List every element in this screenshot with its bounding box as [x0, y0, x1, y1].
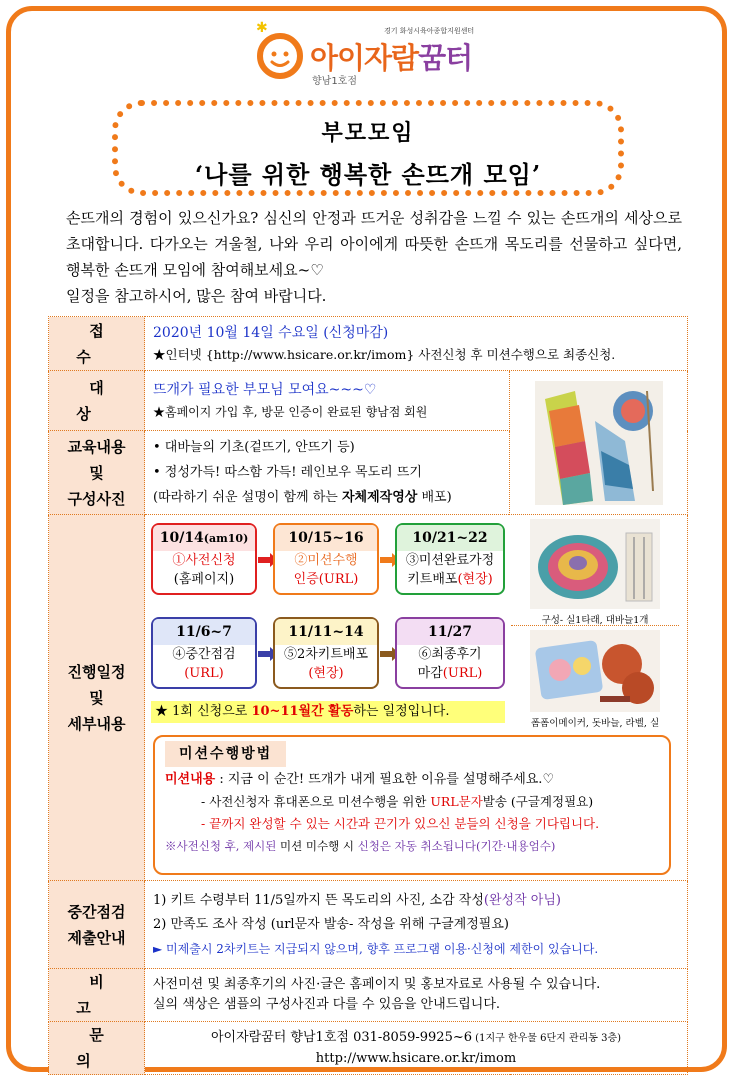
reception-date: 2020년 10월 14일 수요일 (신청마감) — [153, 324, 389, 341]
intro-closing: 일정을 참고하시어, 많은 참여 바랍니다. — [66, 287, 327, 305]
label-reception — [49, 317, 145, 371]
label-remarks — [49, 969, 145, 1022]
mission-line2-pre: - 사전신청자 휴대폰으로 미션수행을 위한 — [201, 794, 431, 809]
logo-name-part2: 꿈터 — [418, 41, 473, 75]
step-2-line1 — [275, 551, 377, 570]
step-3-date: 10/21~22 — [397, 525, 503, 551]
photo-kit2-caption: 폼폼이메이커, 돗바늘, 라벨, 실 — [530, 718, 660, 729]
schedule-note-red: 10~11월간 활동 — [251, 704, 354, 719]
intro-paragraph: 손뜨개의 경험이 있으신가요? 심신의 안정과 뜨거운 성취감을 느낄 수 있는 손뜨개의 세상으로 초대합니다. 다가오는 겨울철, 나와 우리 아이에게 따뜻한 손뜨개 목도리를 선물하고 싶다면, 행복한 손뜨개 모임에 참여해보세요~♡ — [66, 209, 682, 279]
mission-title: 미션수행방법 — [165, 741, 286, 767]
step-2-line2: 인증(URL) — [293, 572, 359, 587]
row-target — [49, 371, 688, 431]
photo-kit2 — [511, 625, 679, 729]
label-inquiry — [49, 1022, 145, 1075]
mission-line2-red: URL문자 — [430, 794, 483, 809]
step-6-line2b: (URL) — [442, 666, 483, 681]
logo-name — [310, 36, 472, 77]
label-midcheck-1: 중간점검 — [67, 902, 126, 921]
content-item-3-pre: (따라하기 쉬운 설명이 함께 하는 — [153, 490, 342, 505]
step-2 — [273, 523, 379, 595]
label-inquiry-text: 문의 — [76, 1026, 130, 1070]
schedule-content — [145, 515, 688, 881]
step-1-date — [153, 525, 255, 551]
label-content-3: 구성사진 — [67, 489, 126, 508]
step-6-line1: ⑥최종후기 — [418, 647, 482, 662]
scarf-photo — [535, 381, 663, 505]
reception-note: ★인터넷 {http://www.hsicare.or.kr/imom} 사전신청 후 미션수행으로 최종신청. — [153, 346, 616, 362]
label-target-text: 대상 — [76, 378, 130, 423]
photo-kit1 — [511, 515, 679, 626]
reception-content — [145, 317, 688, 371]
logo-branch: 향남1호점 — [312, 76, 358, 87]
step-1-line1 — [153, 551, 255, 570]
step-5-line2: (현장) — [308, 666, 344, 681]
label-midcheck-2: 제출안내 — [67, 928, 126, 947]
mission-box — [153, 735, 671, 875]
content-item-1: • 대바늘의 기초(겉뜨기, 안뜨기 등) — [153, 440, 355, 455]
label-target — [49, 371, 145, 431]
step-6-line2a: 마감 — [417, 666, 443, 681]
step-5 — [273, 617, 379, 689]
midcheck-line1-pre: 1) 키트 수령부터 11/5일까지 뜬 목도리의 사진, 소감 작성 — [153, 892, 484, 908]
label-reception-text: 접수 — [76, 321, 130, 366]
step-4-line2: (URL) — [184, 666, 224, 681]
row-remarks — [49, 969, 688, 1022]
label-content-2: 및 — [89, 463, 104, 482]
target-line1: 뜨개가 필요한 부모님 모여요~~~♡ — [153, 381, 377, 398]
content-item-3-post: 배포) — [417, 490, 452, 505]
label-schedule-3: 세부내용 — [67, 714, 126, 733]
mission-line4-pre: ※사전신청 후, 제시된 — [165, 839, 280, 853]
step-1-line2: (홈페이지) — [173, 572, 235, 587]
photo-scarf — [510, 371, 688, 515]
label-content — [49, 431, 145, 515]
step-1-title: ①사전신청 — [172, 553, 236, 568]
mission-line1-text: : 지금 이 순간! 뜨개가 내게 필요한 이유를 설명해주세요.♡ — [215, 772, 555, 787]
midcheck-line3: ► 미제출시 2차키트는 지급되지 않으며, 향후 프로그램 이용·신청에 제한이 있습니다. — [153, 941, 599, 956]
step-2-title: ②미션수행 — [294, 553, 358, 568]
midcheck-line2: 2) 만족도 조사 작성 (url문자 발송- 작성을 위해 구글계정필요) — [153, 916, 509, 932]
remarks-content — [145, 969, 688, 1022]
content-list — [145, 431, 510, 515]
inquiry-address: (1지구 한우물 6단지 관리동 3층) — [472, 1032, 622, 1044]
photo-kit1-caption: 구성- 실1타래, 대바늘1개 — [541, 615, 649, 626]
mission-line2-post: 발송 (구글계정필요) — [482, 794, 594, 809]
step-5-line1: ⑤2차키트배포 — [283, 647, 369, 662]
star-icon: ✱ — [256, 20, 268, 36]
content-item-3-highlight: 자체제작영상 — [342, 490, 418, 505]
inquiry-url[interactable]: http://www.hsicare.or.kr/imom — [315, 1050, 517, 1066]
remarks-line2: 실의 색상은 샘플의 구성사진과 다를 수 있음을 안내드립니다. — [153, 997, 501, 1012]
mission-line4-post: 신청은 자동 취소됩니다(기간·내용엄수) — [353, 839, 556, 853]
schedule-note-pre: ★ 1회 신청으로 — [155, 704, 252, 719]
step-5-date: 11/11~14 — [275, 619, 377, 645]
schedule-note — [151, 701, 505, 723]
kit-photo — [530, 630, 660, 712]
content-item-3 — [153, 485, 501, 510]
step-3-line1: ③미션완료가정 — [405, 553, 495, 568]
content-item-2: • 정성가득! 따스함 가득! 레인보우 목도리 뜨기 — [153, 465, 422, 480]
label-schedule — [49, 515, 145, 881]
step-6-line2 — [397, 664, 503, 683]
row-midcheck — [49, 881, 688, 969]
mission-line1 — [165, 769, 659, 791]
label-schedule-2: 및 — [89, 688, 104, 707]
label-content-1: 교육내용 — [67, 437, 126, 456]
label-midcheck — [49, 881, 145, 969]
step-6 — [395, 617, 505, 689]
mission-line2 — [165, 791, 659, 813]
step-4-date: 11/6~7 — [153, 619, 255, 645]
remarks-line1: 사전미션 및 최종후기의 사진·글은 홈페이지 및 홍보자료로 사용될 수 있습니다. — [153, 977, 601, 992]
step-1 — [151, 523, 257, 595]
row-reception — [49, 317, 688, 371]
step-3-line2 — [397, 570, 503, 589]
logo-name-part1: 아이자람 — [310, 41, 419, 75]
mission-line3: - 끝까지 완성할 수 있는 시간과 끈기가 있으신 분들의 신청을 기다립니다. — [201, 816, 600, 831]
logo-org: 경기 화성시육아종합지원센터 — [384, 27, 475, 35]
mission-line4 — [165, 835, 659, 857]
row-inquiry — [49, 1022, 688, 1075]
label-remarks-text: 비고 — [76, 973, 130, 1017]
inquiry-content — [145, 1022, 688, 1075]
midcheck-line1 — [153, 889, 679, 913]
target-content — [145, 371, 510, 431]
title-box — [112, 100, 624, 196]
step-4-line1: ④중간점검 — [172, 647, 236, 662]
midcheck-content — [145, 881, 688, 969]
yarn-photo — [530, 519, 660, 609]
intro-text — [66, 205, 682, 309]
inquiry-line1 — [153, 1028, 679, 1049]
inquiry-phone: 아이자람꿈터 향남1호점 031-8059-9925~6 — [210, 1029, 472, 1045]
step-6-date: 11/27 — [397, 619, 503, 645]
step-3-line2b: (현장) — [457, 572, 493, 587]
mission-line4-mid: 미션 미수행 시 — [280, 839, 354, 853]
step-1-date-main: 10/14 — [159, 530, 204, 546]
face-icon — [254, 28, 306, 80]
schedule-note-post: 하는 일정입니다. — [353, 704, 450, 719]
step-3-line2a: 키트배포 — [407, 572, 458, 587]
step-1-date-small: (am10) — [203, 532, 249, 545]
step-2-date: 10/15~16 — [275, 525, 377, 551]
target-line2: ★홈페이지 가입 후, 방문 인증이 완료된 향남점 회원 — [153, 404, 428, 419]
step-4 — [151, 617, 257, 689]
title-main: 부모모임 — [321, 120, 415, 146]
schedule-steps — [145, 515, 687, 875]
row-schedule — [49, 515, 688, 881]
title-sub: ‘나를 위한 행복한 손뜨개 모임’ — [194, 160, 542, 189]
midcheck-line1-note: (완성작 아님) — [483, 892, 561, 908]
step-3 — [395, 523, 505, 595]
info-table — [48, 316, 688, 1075]
mission-line1-label: 미션내용 — [165, 772, 216, 787]
logo — [254, 22, 494, 86]
label-schedule-1: 진행일정 — [67, 662, 126, 681]
